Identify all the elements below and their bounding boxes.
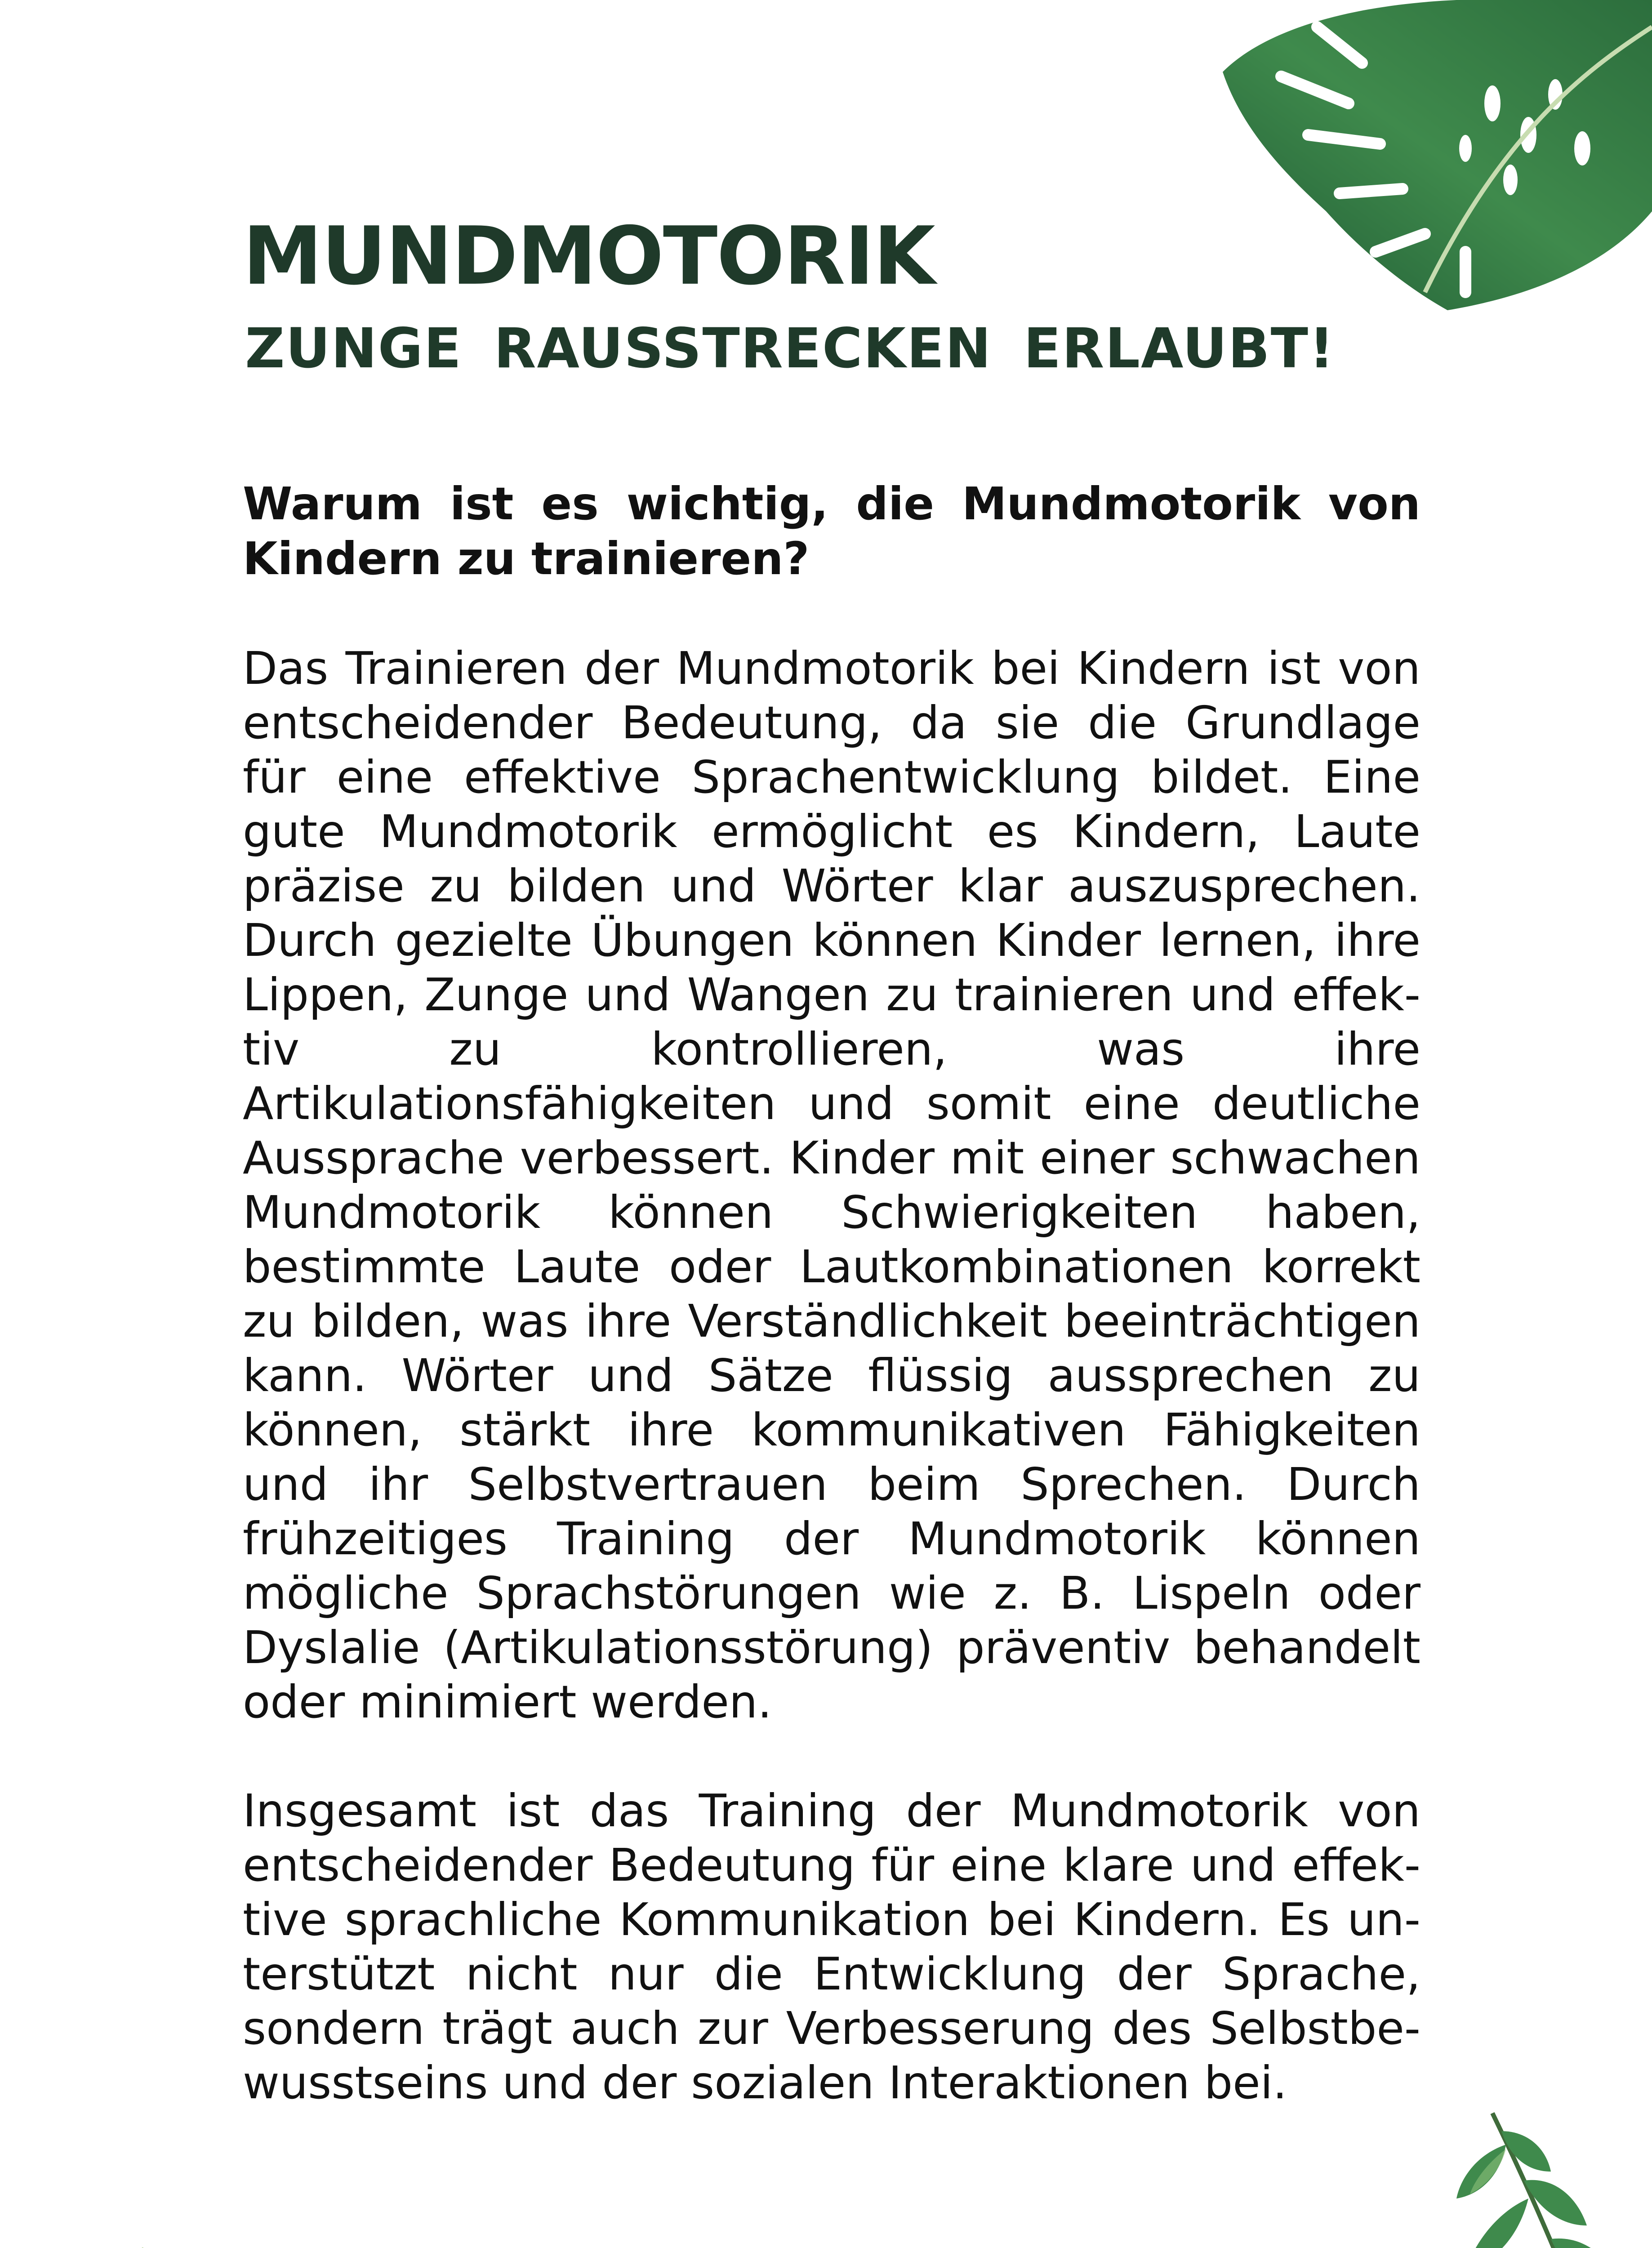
page-subtitle: ZUNGE RAUSSTRECKEN ERLAUBT! [245,317,1335,380]
monstera-leaf-icon [1214,0,1652,315]
palm-frond-icon [1416,2113,1652,2248]
page-title: MUNDMOTORIK [243,210,935,303]
body-paragraph: Insgesamt ist das Training der Mundmotorik von entscheidender Bedeutung für eine klare und effektive sprachliche Kommunikation bei Kindern. Es unterstützt nicht nur die Entwicklung der Sprache, sondern trägt auch zur Verbesserung des Selbstbewusstseins und der sozialen Interaktionen bei. [243,1784,1420,2109]
body-paragraph: Das Trainieren der Mundmotorik bei Kindern ist von entscheidender Bedeutung, da sie die Grundlage für eine effektive Sprachentwicklung bildet. Eine gute Mundmotorik ermöglicht es Kindern, Laute präzise zu bilden und Wörter klar auszusprechen. Durch gezielte Übungen können Kinder lernen, ihre Lippen, Zunge und Wangen zu trainieren und effektiv zu kontrollieren, was ihre Artikulationsfähigkeiten und somit eine deutliche Aussprache verbessert. Kinder mit einer schwachen Mundmotorik können Schwierigkeiten haben, bestimmte Laute oder Lautkombinationen korrekt zu bilden, was ihre Verständlichkeit beeinträchtigen kann. Wörter und Sätze flüssig aussprechen zu können, stärkt ihre kommunikativen Fähigkeiten und ihr Selbstvertrauen beim Sprechen. Durch frühzeitiges Training der Mundmotorik können mögliche Sprachstörungen wie z. B. Lispeln oder Dyslalie (Artikulationsstörung) präventiv behandelt oder minimiert werden. [243,642,1420,1728]
section-question: Warum ist es wichtig, die Mundmotorik von Kindern zu trainieren? [243,477,1420,585]
text-body [243,477,1420,2110]
